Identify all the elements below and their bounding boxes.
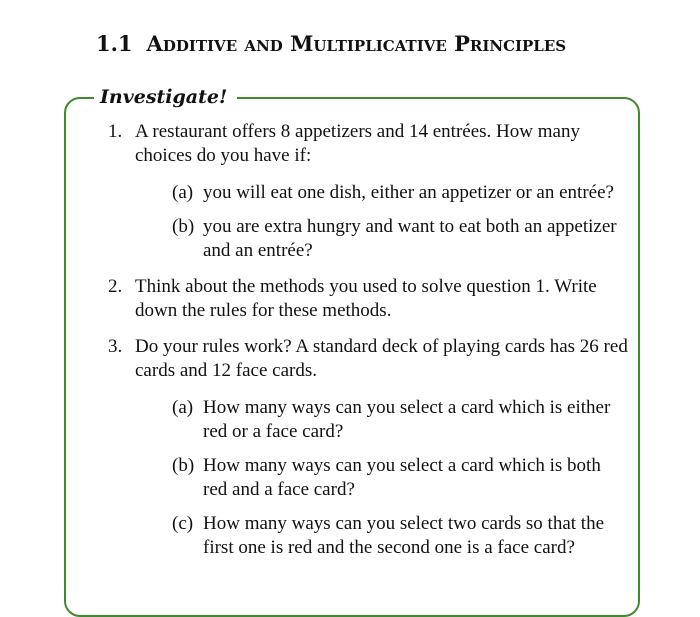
part-text: you are extra hungry and want to eat both an appetizer and an entrée?	[203, 216, 617, 261]
question-number: 2.	[108, 276, 123, 297]
question-2	[108, 275, 628, 323]
question-number: 3.	[108, 336, 123, 357]
part-label: (b)	[172, 455, 195, 476]
question-3c	[135, 512, 628, 560]
question-list	[108, 120, 628, 572]
question-1	[108, 120, 628, 263]
question-1b	[135, 215, 628, 263]
part-label: (a)	[172, 182, 194, 203]
question-3	[108, 335, 628, 560]
question-3a	[135, 396, 628, 444]
section-number: 1.1	[96, 31, 133, 56]
question-text: Think about the methods you used to solve question 1. Write down the rules for these methods.	[135, 276, 597, 321]
question-1a	[135, 181, 628, 205]
section-title	[96, 30, 566, 58]
question-1-parts	[135, 181, 628, 263]
question-number: 1.	[108, 121, 123, 142]
part-text: you will eat one dish, either an appetizer or an entrée?	[203, 182, 614, 203]
part-label: (a)	[172, 397, 194, 418]
question-3-parts	[135, 396, 628, 560]
section-heading: Additive and Multiplicative Principles	[146, 31, 567, 56]
part-label: (b)	[172, 216, 195, 237]
part-text: How many ways can you select a card which is either red or a face card?	[203, 397, 611, 442]
part-text: How many ways can you select a card which is both red and a face card?	[203, 455, 601, 500]
part-text: How many ways can you select two cards so that the first one is red and the second one is a face card?	[203, 513, 605, 558]
investigate-label: Investigate!	[94, 84, 237, 110]
question-3b	[135, 454, 628, 502]
part-label: (c)	[172, 513, 194, 534]
question-text: A restaurant offers 8 appetizers and 14 entrées. How many choices do you have if:	[135, 121, 580, 166]
question-text: Do your rules work? A standard deck of playing cards has 26 red cards and 12 face cards.	[135, 336, 628, 381]
